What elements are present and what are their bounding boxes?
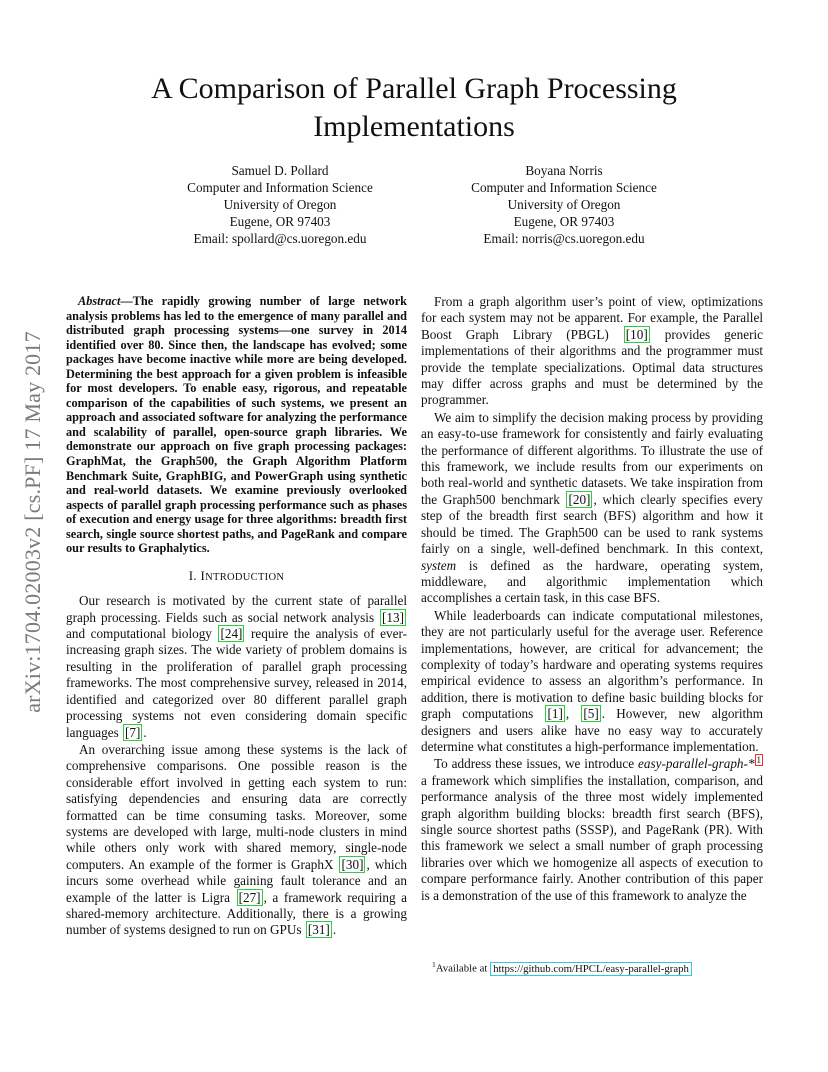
abstract-text: —The rapidly growing number of large network analysis problems has led to the emergence of many parallel and distributed graph processing systems—one survey in 2014 identified over 80. Since then, the landscape has evolved; some packages have become inactive while more are being developed. Determining the best approach for a given problem is infeasible for most developers. To enable easy, rigorous, and repeatable comparison of the capabilities of such systems, we present an approach and associated software for analyzing the performance and scalability of parallel, open-source graph libraries. We demonstrate our approach on five graph processing packages: GraphMat, the Graph500, the Graph Algorithm Platform Benchmark Suite, GraphBIG, and PowerGraph using synthetic and real-world datasets. We examine previously overlooked aspects of parallel graph processing performance such as phases of execution and energy usage for three algorithms: breadth first search, single source shortest paths, and PageRank and compare our results to Graphalytics.: [66, 294, 407, 556]
section-heading-introduction: [66, 568, 407, 586]
text-run: provides generic implementations of their algorithms and the programmer must provide the template specializations. Optimal data structures may differ across graphs and must be determined by the programmer.: [421, 326, 763, 408]
text-run: .: [143, 724, 147, 740]
text-run: .: [332, 922, 337, 938]
text-run: and computational biology: [66, 626, 218, 642]
left-column: [66, 294, 407, 940]
author-department: Computer and Information Science: [471, 180, 657, 195]
abstract: [66, 294, 407, 556]
author-department: Computer and Information Science: [187, 180, 373, 195]
right-paragraph-2: [421, 410, 763, 607]
text-run: Our research is motivated by the current state of parallel graph processing. Fields such as social network analysis: [66, 593, 407, 625]
arxiv-identifier: arXiv:1704.02003v2 [cs.PF] 17 May 2017: [20, 331, 45, 713]
citation-link[interactable]: [31]: [307, 922, 330, 938]
author-block-2: [414, 162, 714, 247]
text-run: require the analysis of ever-increasing graph sizes. The wide variety of problem domains is resulting in the proliferation of parallel graph processing frameworks. The most comprehensive survey, released in 2014, identified and categorized over 80 different parallel graph processing systems not even considering domain specific languages: [66, 626, 407, 740]
intro-paragraph-1: [66, 593, 407, 741]
section-number: I.: [188, 567, 201, 583]
right-paragraph-3: [421, 608, 763, 756]
title-line-1: A Comparison of Parallel Graph Processing: [151, 72, 677, 105]
section-title-initial: I: [200, 567, 206, 583]
citation-link[interactable]: [30]: [341, 856, 364, 872]
text-run: An overarching issue among these systems is the lack of comprehensive comparisons. One possible reason is the considerable effort involved in getting each system to run: satisfying dependencies and ensuring data are correctly formatted can be time consuming tasks. Moreover, some systems are developed with large, multi-node clusters in mind while others only work with shared memory, single-node computers. An example of the former is GraphX: [66, 741, 407, 872]
footnote-marker[interactable]: 1: [756, 754, 761, 765]
emphasis-framework-name: easy-parallel-graph-*: [638, 756, 755, 772]
footnote-text: Available at: [435, 962, 491, 975]
footnote-url-link[interactable]: https://github.com/HPCL/easy-parallel-graph: [490, 962, 692, 976]
footnote-number: 1: [432, 960, 436, 969]
text-run: a framework which simplifies the installation, comparison, and performance analysis of the three most widely implemented graph algorithm building blocks: breadth first search (BFS), single source shortest paths (SSSP), and PageRank (PR). With this framework we select a small number of graph processing libraries over which we homogenize all aspects of execution to compare performance fairly. Another contribution of this paper is a demonstration of the use of this framework to analyze the: [421, 772, 763, 903]
right-paragraph-4: [421, 756, 763, 904]
text-run: , which clearly specifies every step of the breadth first search (BFS) algorithm and how it should be timed. The Graph500 can be used to rank systems fairly on a single, well-defined benchmark. In this context,: [421, 491, 763, 557]
intro-paragraph-2: [66, 742, 407, 939]
author-city: Eugene, OR 97403: [513, 214, 615, 229]
author-city: Eugene, OR 97403: [229, 214, 331, 229]
text-run: To address these issues, we introduce: [434, 756, 639, 772]
right-paragraph-1: [421, 294, 763, 409]
section-title-rest: NTRODUCTION: [205, 571, 285, 583]
text-run: While leaderboards can indicate computational milestones, they are not particularly useful for the average user. Reference implementations, however, are critical for advancement; the complexity of today’s hardware and operating systems requires empirical evidence to assess an algorithm’s performance. In addition, there is motivation to define basic building blocks for graph computations: [421, 607, 763, 722]
author-university: University of Oregon: [223, 197, 337, 212]
author-university: University of Oregon: [507, 197, 621, 212]
emphasis-system: system: [421, 557, 457, 573]
citation-link[interactable]: [13]: [382, 609, 404, 625]
abstract-label: Abstract: [78, 294, 121, 308]
text-run: We aim to simplify the decision making process by providing an easy-to-use framework for consistently and fairly evaluating the performance of different algorithms. To illustrate the use of this framework, we include results from our experiments on both real-world and synthetic datasets. We take inspiration from the Graph500 benchmark: [421, 409, 763, 507]
text-run: , a framework requiring a shared-memory architecture. Additionally, there is a growing number of systems designed to run on GPUs: [66, 889, 407, 938]
title-line-2: Implementations: [313, 110, 515, 143]
author-email: Email: spollard@cs.uoregon.edu: [193, 231, 367, 246]
citation-link[interactable]: [7]: [125, 724, 141, 740]
author-name: Boyana Norris: [525, 163, 603, 178]
citation-link[interactable]: [10]: [625, 326, 648, 342]
citation-link[interactable]: [20]: [568, 491, 591, 507]
text-run: From a graph algorithm user’s point of view, optimizations for each system may not be apparent. For example, the Parallel Boost Graph Library (PBGL): [421, 294, 763, 342]
author-email: Email: norris@cs.uoregon.edu: [483, 231, 645, 246]
author-block-1: [130, 162, 430, 247]
text-run: . However, new algorithm designers and users alike have no easy way to accurately determine what constitutes a high-performance implementation.: [421, 706, 763, 754]
author-name: Samuel D. Pollard: [231, 163, 329, 178]
right-column: [421, 294, 763, 905]
paper-title: [60, 70, 768, 146]
citation-link[interactable]: [1]: [547, 706, 563, 722]
text-run: ,: [565, 706, 581, 722]
text-run: is defined as the hardware, operating system, middleware, and algorithmic implementation which accomplishes a certain task, in this case BFS.: [421, 557, 763, 606]
citation-link[interactable]: [5]: [583, 706, 599, 722]
footnote: [432, 960, 692, 975]
citation-link[interactable]: [27]: [238, 889, 261, 905]
text-run: , which incurs some overhead while gaining fault tolerance and an example of the latter is Ligra: [66, 856, 407, 905]
citation-link[interactable]: [24]: [220, 626, 243, 642]
